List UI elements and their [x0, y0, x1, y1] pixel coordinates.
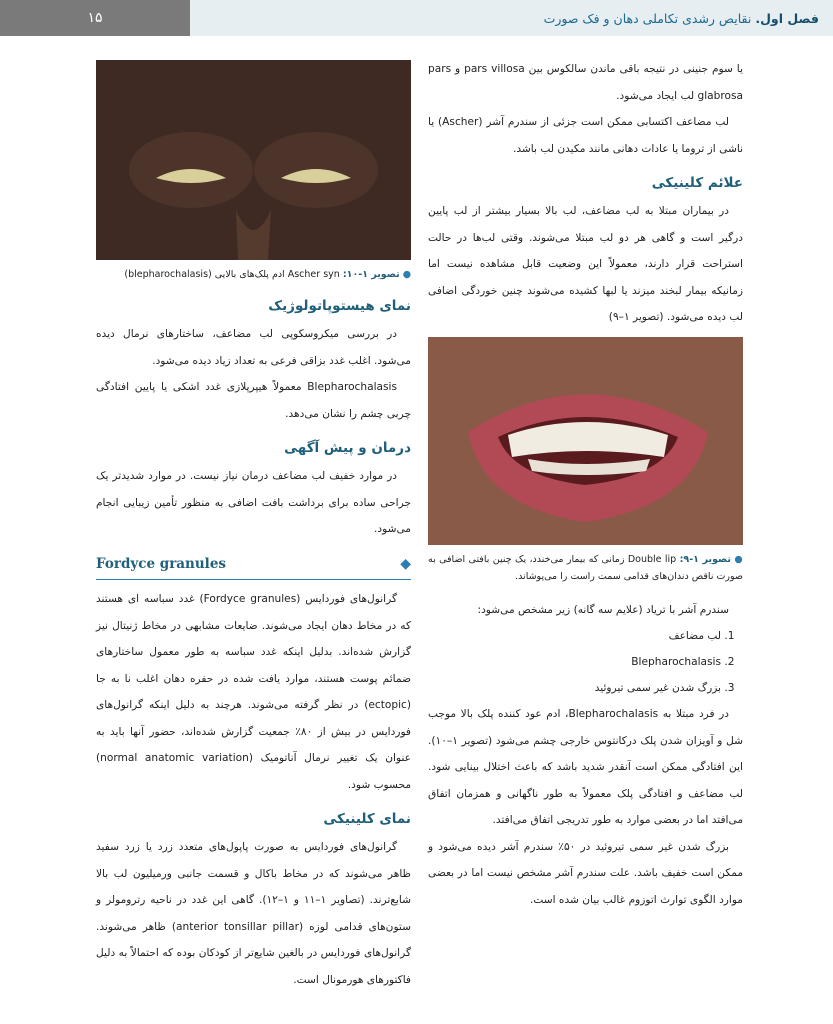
paragraph: گرانول‌های فوردایس به صورت پاپول‌های متعدد زرد یا زرد سفید ظاهر می‌شوند که در مخاط باکال و قسمت جانبی ورمیلیون لب بالا شایع‌ترند. (تصاویر ۱–۱۱ و ۱–۱۲). گاهی این غدد در ناحیه رترومولر و ستون‌های قدامی لوزه (anterior tonsillar pillar) ظاهر می‌شوند. گرانول‌های فوردایس در بالغین شایع‌تر از کودکان بوده که احتمالاً به دلیل فاکتورهای هورمونال است.: [96, 841, 411, 986]
paragraph: در فرد مبتلا به Blepharochalasis، ادم عود کننده پلک بالا موجب شل و آویزان شدن پلک درکانتوس خارجی چشم می‌شود (تصویر ۱–۱۰). این افتادگی ممکن است آنقدر شدید باشد که باعث اختلال بینایی شود. لب مضاعف و افتادگی پلک معمولاً به طور ناگهانی و همزمان اتفاق می‌افتد اما در بعضی موارد به طور تدریجی اتفاق می‌افتد.: [428, 708, 743, 826]
diamond-icon: ◆: [400, 555, 411, 572]
paragraph: در بیماران مبتلا به لب مضاعف، لب بالا بسیار بیشتر از لب پایین درگیر است و گاهی هر دو لب مبتلا می‌شوند. وقتی لب‌ها در حالت استراحت قرار دارند، معمولاً این وضعیت قابل مشاهده نیست اما زمانیکه بیمار لبخند میزند یا لبها کشیده می‌شوند چنین خوردگی اضافی لب دیده می‌شود. (تصویر ۱–۹): [428, 205, 743, 323]
fordyce-title: Fordyce granules: [96, 555, 227, 572]
section-heading-clinical: علائم کلینیکی: [651, 175, 743, 191]
figure-caption-ascher: [96, 266, 411, 283]
paragraph: Blepharochalasis معمولاً هیپرپلازی غدد اشکی یا پایین افتادگی چربی چشم را نشان می‌دهد.: [96, 381, 411, 420]
figure-ascher-syndrome-photo: [96, 60, 411, 260]
paragraph: گرانول‌های فوردایس (Fordyce granules) غدد سباسه ای هستند که در مخاط دهان ایجاد می‌شوند. ضایعات مشابهی در مخاط ژنیتال نیز گزارش شده‌اند. بدلیل اینکه غدد سباسه به طور معمول ساختارهای ضمائم پوست هستند، موارد یافت شده در حفره دهان اغلب نا به جا (ectopic) در نظر گرفته می‌شوند. هرچند به دلیل اینکه گرانول‌های فوردایس در بیش از ۸۰٪ جمعیت گزارش شده‌اند، حضور آنها باید به عنوان یک تغییر نرمال آناتومیک (normal anatomic variation) محسوب شود.: [96, 593, 411, 791]
figure-caption-text: زمانی که بیمار می‌خندد، یک چنین بافتی اضافی به صورت ناقص دندان‌های قدامی سمت راست را می‌پوشاند.: [428, 553, 743, 582]
list-item: 1. لب مضاعف: [428, 623, 721, 649]
chapter-title: نقایص رشدی تکاملی دهان و فک صورت: [543, 10, 752, 26]
paragraph: در موارد خفیف لب مضاعف درمان نیاز نیست. در موارد شدیدتر یک جراحی ساده برای برداشت بافت اضافی به منظور تأمین زیبایی انجام می‌شود.: [96, 470, 411, 535]
chapter-label: فصل اول.: [755, 10, 819, 26]
figure-caption-text: Ascher syn ادم پلک‌های بالایی (blepharochalasis): [124, 269, 340, 280]
chapter-title-bar: [190, 0, 833, 36]
list-item: 3. بزرگ شدن غیر سمی تیروئید: [428, 675, 721, 701]
right-column: [428, 56, 743, 913]
left-column: [96, 56, 411, 993]
figure-number: تصویر ۱-۱۰:: [342, 269, 400, 280]
section-heading-fordyce: [96, 551, 411, 581]
paragraph: بزرگ شدن غیر سمی تیروئید در ۵۰٪ سندرم آشر دیده می‌شود و ممکن است خفیف باشد. علت سندرم آشر مشخص نیست اما در بعضی موارد الگوی توارث اتوزوم غالب بیان شده است.: [428, 840, 743, 906]
figure-number: تصویر ۱-۹:: [679, 553, 731, 565]
bullet-icon: ●: [730, 553, 743, 565]
section-heading-clinical-view: نمای کلینیکی: [323, 811, 411, 827]
figure-caption-double-lip: [428, 551, 743, 585]
figure-double-lip-photo: [428, 337, 743, 545]
list-item: 2. Blepharochalasis: [428, 649, 721, 675]
page-number: ۱۵: [0, 0, 190, 36]
page-header: [0, 0, 833, 36]
paragraph: یا سوم جنینی در نتیجه باقی ماندن سالکوس بین pars villosa و pars glabrosa لب ایجاد می‌شود.: [428, 63, 743, 102]
paragraph: در بررسی میکروسکوپی لب مضاعف، ساختارهای نرمال دیده می‌شود. اغلب غدد بزاقی فرعی به تعداد زیاد دیده می‌شود.: [96, 328, 411, 367]
figure-english-term: Double lip: [624, 553, 677, 565]
paragraph: سندرم آشر با تریاد (علایم سه گانه) زیر مشخص می‌شود:: [477, 603, 729, 616]
section-heading-treatment: درمان و پیش آگهی: [284, 440, 411, 456]
section-heading-histopathology: نمای هیستوپاتولوژیک: [268, 298, 411, 314]
bullet-icon: ●: [399, 269, 411, 280]
triad-list: [428, 623, 743, 701]
paragraph: لب مضاعف اکتسابی ممکن است جزئی از سندرم آشر (Ascher) یا ناشی از تروما یا عادات دهانی مانند مکیدن لب باشد.: [428, 116, 743, 155]
